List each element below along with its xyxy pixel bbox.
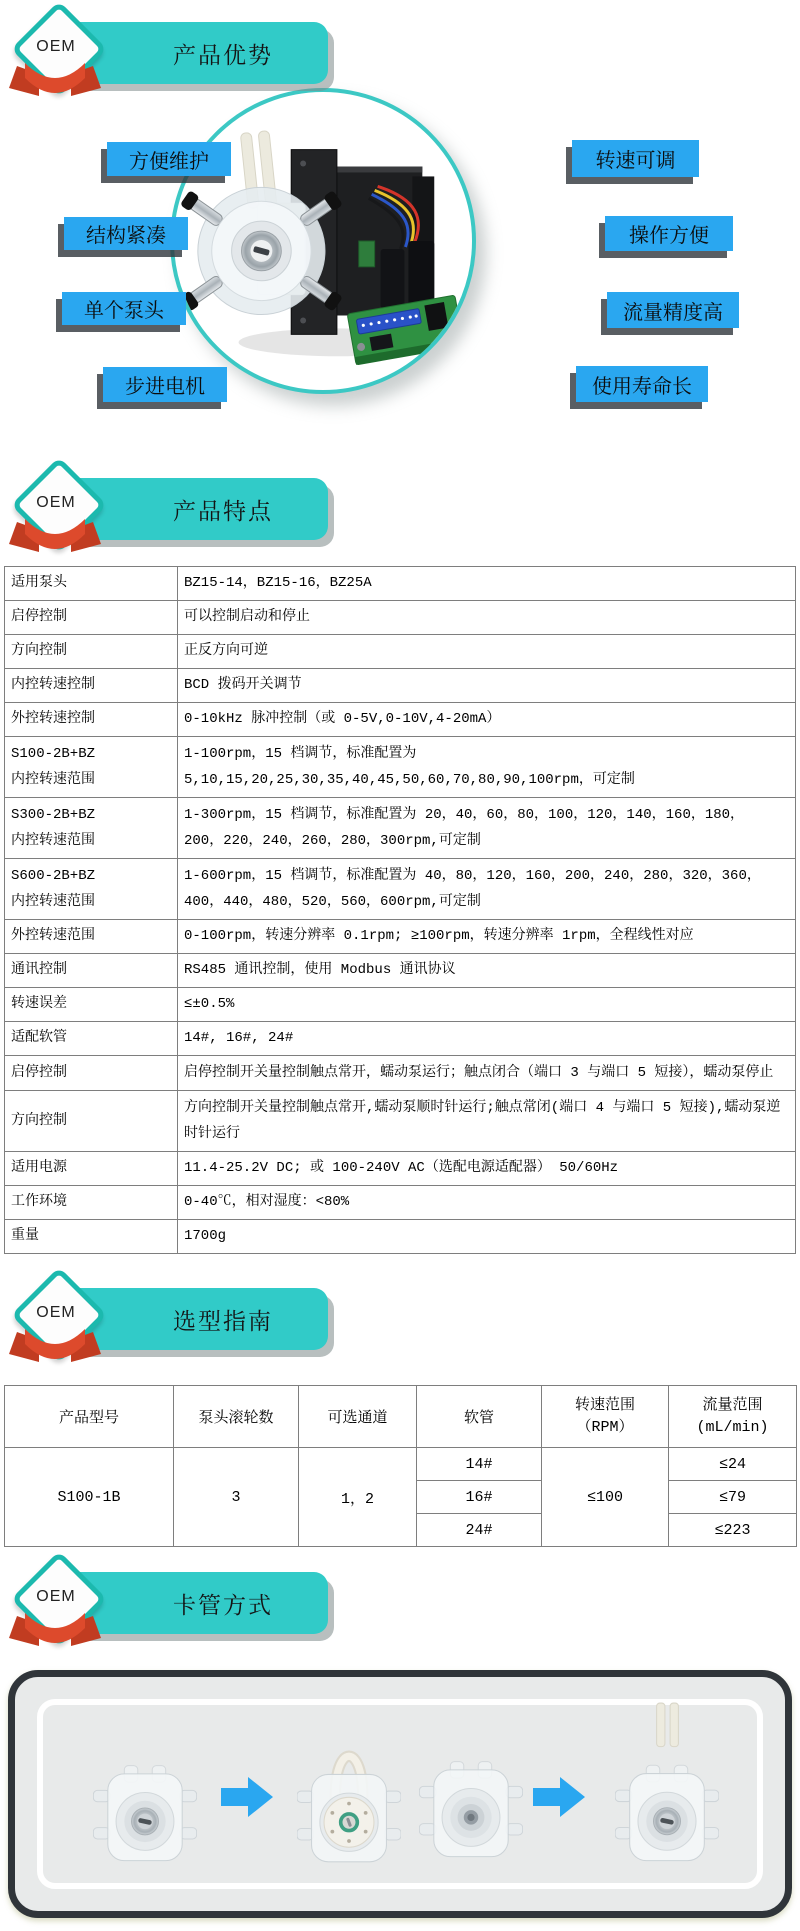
ribbon-icon	[5, 1329, 105, 1377]
spec-label: 外控转速范围	[5, 920, 178, 954]
advantage-label	[572, 140, 699, 177]
spec-value: ≤±0.5%	[178, 988, 796, 1022]
table-row	[5, 703, 796, 737]
oem-badge-label: OEM	[36, 494, 76, 511]
oem-badge-label: OEM	[36, 1588, 76, 1605]
section-header-selection	[0, 1272, 345, 1384]
table-row	[5, 1091, 796, 1152]
col-header-speed	[542, 1386, 669, 1448]
advantage-label-text: 方便维护	[129, 150, 209, 173]
spec-value: RS485 通讯控制，使用 Modbus 通讯协议	[178, 954, 796, 988]
advantage-label	[576, 366, 708, 402]
spec-value: BZ15-14，BZ15-16，BZ25A	[178, 567, 796, 601]
ribbon-icon	[5, 1613, 105, 1661]
col-header-flow	[669, 1386, 797, 1448]
spec-label: 方向控制	[5, 1091, 178, 1152]
arrow-right-icon	[533, 1777, 585, 1817]
advantage-label	[107, 142, 231, 176]
table-row	[5, 737, 796, 798]
selection-table	[4, 1385, 797, 1547]
section-title: 产品特点	[173, 497, 273, 524]
advantage-label-text: 操作方便	[629, 225, 709, 247]
col-header-rollers: 泵头滚轮数	[174, 1386, 299, 1448]
table-row	[5, 1022, 796, 1056]
arrow-right-icon	[221, 1777, 273, 1817]
spec-value: 0-40℃，相对湿度：<80%	[178, 1186, 796, 1220]
flow-cell: ≤79	[669, 1481, 797, 1514]
spec-label	[5, 798, 178, 859]
col-header-speed-line: 转速范围	[574, 1396, 635, 1414]
spec-value-line: 400，440，480，520，560，600rpm,可定制	[184, 894, 481, 910]
advantage-label-text: 使用寿命长	[592, 375, 692, 398]
advantage-label	[103, 367, 227, 402]
advantage-label	[605, 216, 733, 251]
advantage-label-text: 结构紧凑	[86, 225, 166, 247]
spec-label	[5, 737, 178, 798]
spec-value-line: 1-300rpm，15 档调节，标准配置为 20，40，60，80，100，120，140，160，180，	[184, 807, 745, 823]
spec-value: 可以控制启动和停止	[178, 601, 796, 635]
tubing-cell: 24#	[417, 1514, 542, 1547]
spec-label: 适配软管	[5, 1022, 178, 1056]
advantage-label-text: 转速可调	[595, 150, 676, 172]
table-row	[5, 1152, 796, 1186]
advantage-label-text: 步进电机	[125, 376, 205, 398]
rollers-cell: 3	[174, 1448, 299, 1547]
table-row	[5, 601, 796, 635]
spec-value	[178, 798, 796, 859]
col-header-model: 产品型号	[5, 1386, 174, 1448]
pump-product-photo	[174, 92, 472, 390]
flow-cell: ≤24	[669, 1448, 797, 1481]
spec-value: BCD 拨码开关调节	[178, 669, 796, 703]
spec-value-line: 200，220，240，260，280，300rpm,可定制	[184, 833, 481, 849]
section-title: 选型指南	[173, 1307, 273, 1334]
spec-value: 11.4-25.2V DC; 或 100-240V AC（选配电源适配器） 50/60Hz	[178, 1152, 796, 1186]
table-row	[5, 920, 796, 954]
spec-label-line: 内控转速范围	[11, 833, 95, 849]
oem-badge	[4, 1272, 108, 1378]
pump-head-step4-icon	[615, 1701, 719, 1871]
tubing-cell: 16#	[417, 1481, 542, 1514]
oem-badge	[4, 462, 108, 568]
spec-label: 通讯控制	[5, 954, 178, 988]
spec-value: 方向控制开关量控制触点常开,蠕动泵顺时针运行;触点常闭(端口 4 与端口 5 短接),蠕动泵逆时针运行	[178, 1091, 796, 1152]
col-header-flow-line: (mL/min)	[696, 1418, 769, 1436]
table-row	[5, 988, 796, 1022]
product-photo-circle	[170, 88, 476, 394]
advantage-label	[64, 217, 188, 250]
spec-label: 启停控制	[5, 601, 178, 635]
advantage-label-text: 单个泵头	[84, 300, 164, 322]
spec-label	[5, 859, 178, 920]
spec-value-line: 1-100rpm，15 档调节，标准配置为	[184, 746, 417, 762]
advantage-label	[607, 292, 739, 328]
channels-cell: 1，2	[299, 1448, 417, 1547]
table-row	[5, 859, 796, 920]
spec-value: 0-10kHz 脉冲控制（或 0-5V,0-10V,4-20mA）	[178, 703, 796, 737]
table-header-row	[5, 1386, 797, 1448]
table-row	[5, 798, 796, 859]
advantage-label	[62, 292, 186, 325]
tube-clamping-panel	[8, 1670, 792, 1918]
spec-label: 外控转速控制	[5, 703, 178, 737]
table-row	[5, 1186, 796, 1220]
section-header-features	[0, 462, 345, 574]
col-header-speed-line: （RPM）	[576, 1418, 634, 1436]
spec-label-line: S100-2B+BZ	[11, 746, 96, 762]
model-cell: S100-1B	[5, 1448, 174, 1547]
spec-label: 适用泵头	[5, 567, 178, 601]
features-table	[4, 566, 796, 1254]
spec-label: 启停控制	[5, 1056, 178, 1091]
col-header-channels: 可选通道	[299, 1386, 417, 1448]
spec-label: 重量	[5, 1220, 178, 1254]
table-row	[5, 954, 796, 988]
oem-badge-label: OEM	[36, 1304, 76, 1321]
table-row	[5, 1056, 796, 1091]
spec-label: 方向控制	[5, 635, 178, 669]
speed-cell: ≤100	[542, 1448, 669, 1547]
table-row	[5, 567, 796, 601]
spec-value: 启停控制开关量控制触点常开，蠕动泵运行；触点闭合（端口 3 与端口 5 短接），蠕动泵停止	[178, 1056, 796, 1091]
spec-label: 转速误差	[5, 988, 178, 1022]
col-header-flow-line: 流量范围	[702, 1396, 763, 1414]
col-header-tubing: 软管	[417, 1386, 542, 1448]
spec-value	[178, 737, 796, 798]
table-row	[5, 1220, 796, 1254]
tubing-cell: 14#	[417, 1448, 542, 1481]
spec-value-line: 5,10,15,20,25,30,35,40,45,50,60,70,80,90,100rpm，可定制	[184, 772, 635, 788]
spec-label-line: 内控转速范围	[11, 772, 95, 788]
table-row	[5, 635, 796, 669]
spec-label-line: 内控转速范围	[11, 894, 95, 910]
pump-head-step1-icon	[93, 1747, 197, 1871]
spec-label: 适用电源	[5, 1152, 178, 1186]
spec-label: 内控转速控制	[5, 669, 178, 703]
spec-label-line: S600-2B+BZ	[11, 868, 96, 884]
section-title: 卡管方式	[173, 1591, 273, 1618]
advantage-label-text: 流量精度高	[623, 301, 723, 324]
ribbon-icon	[5, 63, 105, 111]
spec-label: 工作环境	[5, 1186, 178, 1220]
pump-head-step2-icon	[297, 1705, 401, 1873]
spec-label-line: S300-2B+BZ	[11, 807, 96, 823]
spec-value: 1700g	[178, 1220, 796, 1254]
spec-value: 正反方向可逆	[178, 635, 796, 669]
oem-badge-label: OEM	[36, 38, 76, 55]
ribbon-icon	[5, 519, 105, 567]
pump-head-step3-icon	[419, 1743, 523, 1867]
section-title: 产品优势	[173, 41, 273, 68]
spec-value-line: 1-600rpm，15 档调节，标准配置为 40，80，120，160，200，240，280，320，360，	[184, 868, 761, 884]
spec-value: 14#, 16#, 24#	[178, 1022, 796, 1056]
section-header-clamping	[0, 1556, 345, 1668]
flow-cell: ≤223	[669, 1514, 797, 1547]
spec-value	[178, 859, 796, 920]
spec-value: 0-100rpm，转速分辨率 0.1rpm; ≥100rpm，转速分辨率 1rpm，全程线性对应	[178, 920, 796, 954]
table-row	[5, 669, 796, 703]
oem-badge	[4, 1556, 108, 1662]
oem-badge	[4, 6, 108, 112]
table-row	[5, 1448, 797, 1481]
